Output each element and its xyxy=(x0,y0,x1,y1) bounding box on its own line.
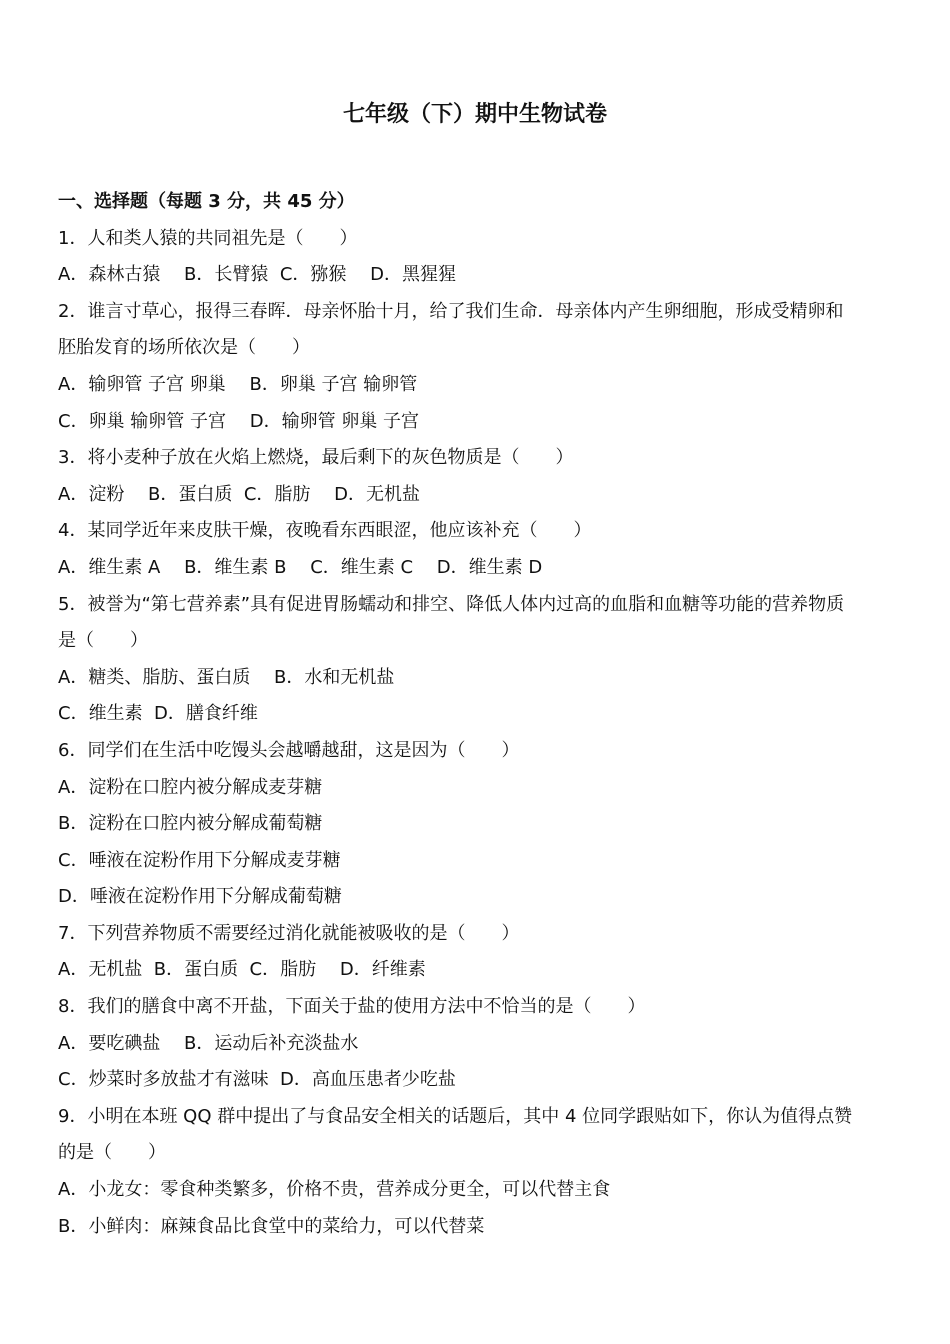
question-5-continued: 是（ ） xyxy=(58,630,148,652)
question-3: 3．将小麦种子放在火焰上燃烧，最后剩下的灰色物质是（ ） xyxy=(58,447,574,469)
question-5-options-ab: A．糖类、脂肪、蛋白质 B．水和无机盐 xyxy=(58,666,395,688)
question-7-options: A．无机盐 B．蛋白质 C．脂肪 D．纤维素 xyxy=(58,959,426,981)
question-4: 4．某同学近年来皮肤干燥，夜晚看东西眼涩，他应该补充（ ） xyxy=(58,520,592,542)
question-2-continued: 胚胎发育的场所依次是（ ） xyxy=(58,337,310,359)
question-4-options: A．维生素 A B．维生素 B C．维生素 C D．维生素 D xyxy=(58,556,543,578)
question-3-options: A．淀粉 B．蛋白质 C．脂肪 D．无机盐 xyxy=(58,483,420,505)
page-title: 七年级（下）期中生物试卷 xyxy=(342,102,607,127)
question-8: 8．我们的膳食中离不开盐，下面关于盐的使用方法中不恰当的是（ ） xyxy=(58,996,646,1018)
question-9: 9．小明在本班 QQ 群中提出了与食品安全相关的话题后，其中 4 位同学跟贴如下，你认为值得点赞 xyxy=(58,1105,853,1127)
question-6-option-d: D．唾液在淀粉作用下分解成葡萄糖 xyxy=(58,886,342,908)
question-2-options-ab: A．输卵管 子宫 卵巢 B．卵巢 子宫 输卵管 xyxy=(58,373,418,395)
question-6-option-c: C．唾液在淀粉作用下分解成麦芽糖 xyxy=(58,849,341,871)
question-1-options: A．森林古猿 B．长臂猿 C．猕猴 D．黑猩猩 xyxy=(58,264,456,286)
question-1: 1．人和类人猿的共同祖先是（ ） xyxy=(58,227,358,249)
question-9-continued: 的是（ ） xyxy=(58,1142,166,1164)
question-9-option-b: B．小鲜肉：麻辣食品比食堂中的菜给力，可以代替菜 xyxy=(58,1215,485,1237)
question-5-options-cd: C．维生素 D．膳食纤维 xyxy=(58,703,258,725)
section-heading: 一、选择题（每题 3 分，共 45 分） xyxy=(58,191,355,212)
question-7: 7．下列营养物质不需要经过消化就能被吸收的是（ ） xyxy=(58,922,520,944)
question-2: 2．谁言寸草心，报得三春晖．母亲怀胎十月，给了我们生命．母亲体内产生卵细胞，形成受精卵和 xyxy=(58,300,844,322)
question-8-options-ab: A．要吃碘盐 B．运动后补充淡盐水 xyxy=(58,1032,359,1054)
question-2-options-cd: C．卵巢 输卵管 子宫 D．输卵管 卵巢 子宫 xyxy=(58,410,420,432)
question-list xyxy=(58,184,894,1245)
question-8-options-cd: C．炒菜时多放盐才有滋味 D．高血压患者少吃盐 xyxy=(58,1069,456,1091)
question-5: 5．被誉为“第七营养素”具有促进胃肠蠕动和排空、降低人体内过高的血脂和血糖等功能的营养物质 xyxy=(58,593,845,615)
question-6: 6．同学们在生活中吃馒头会越嚼越甜，这是因为（ ） xyxy=(58,739,520,761)
question-9-option-a: A．小龙女：零食种类繁多，价格不贵，营养成分更全，可以代替主食 xyxy=(58,1179,611,1201)
question-6-option-b: B．淀粉在口腔内被分解成葡萄糖 xyxy=(58,813,323,835)
question-6-option-a: A．淀粉在口腔内被分解成麦芽糖 xyxy=(58,776,323,798)
